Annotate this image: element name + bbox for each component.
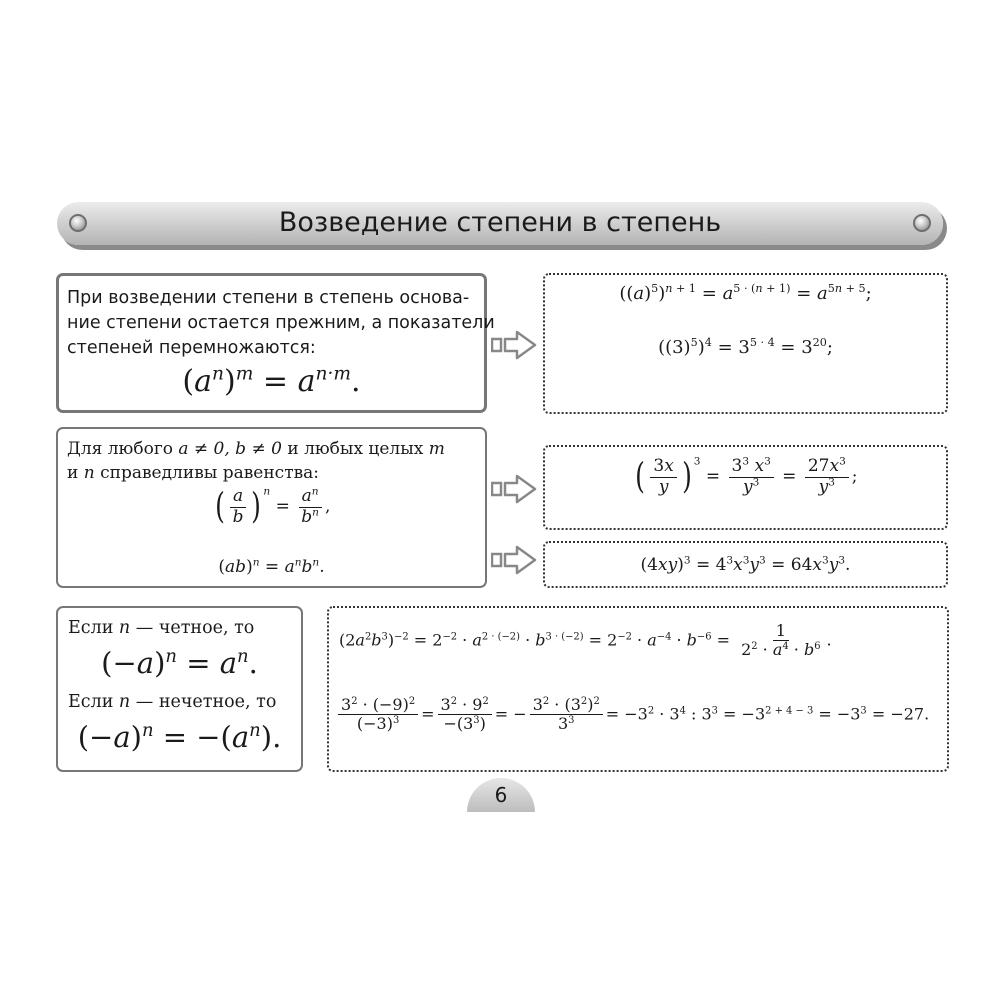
negative-exponent-examples-box <box>327 606 949 772</box>
rivet-right-icon <box>913 214 931 232</box>
even-rule-text: Если n — четное, то <box>68 618 255 638</box>
numeric-power-formula: $\frac{3^2 \cdot (-9)^2}{(-3)^3}$ = $\frac{3^2 \cdot 9^2}{-(3^3)}$ = − $\frac{3^2 \cdot (3^2)^2}{3^3}$ = $-3^2 \cdot 3^4$ : $3^3 = -3^{2 + 4 - 3} = -3^3 = -27$. <box>335 696 929 734</box>
condition-text: Для любого <box>67 439 179 459</box>
product-power-formula: $(ab)^n = a^nb^n$. <box>218 556 325 577</box>
arrow-right-icon <box>491 330 537 360</box>
example-formula-1: $((a)^5)^{n + 1} = a^{5 \cdot (n + 1)} = a^{5n + 5}$; <box>619 282 872 304</box>
page-title: Возведение степени в степень <box>278 207 722 238</box>
rule-line-2: ние степени остается прежним, а показатели <box>67 313 495 333</box>
quotient-example-formula: ( $\frac{3x}{y}$ ) $^3$ = $\frac{3^3 x^3}{y^3}$ = $\frac{27x^3}{y^3}$ ; <box>635 455 858 498</box>
product-example-formula: $(4xy)^3 = 4^3x^3y^3 = 64x^3y^3$. <box>640 554 851 575</box>
rule-box <box>56 273 495 413</box>
condition-text: справедливы равенства: <box>94 463 320 483</box>
parity-box <box>56 606 303 772</box>
page-number: 6 <box>494 783 508 807</box>
condition-line-1: Для любого a ≠ 0, b ≠ 0 и любых целых m <box>67 439 445 459</box>
quotient-power-formula: ( $\frac{a}{b}$ ) $^n$ = $\frac{a^n}{b^n}$ , <box>214 485 331 528</box>
arrow-right-icon <box>491 545 537 575</box>
odd-power-formula: $(-a)^n = -(a^n)$. <box>77 719 282 754</box>
even-power-formula: $(-a)^n = a^n$. <box>101 645 258 680</box>
rule-line-3: степеней перемножаются: <box>67 338 316 358</box>
title-banner <box>57 202 943 245</box>
condition-text: и <box>67 463 84 483</box>
odd-rule-text: Если n — нечетное, то <box>68 692 277 712</box>
condition-inequality: a ≠ 0, b ≠ 0 <box>178 439 282 459</box>
negative-exponent-formula: $(2a^2b^3)^{-2} = 2^{-2} \cdot a^{2 \cdot (-2)} \cdot b^{3 \cdot (-2)} = 2^{-2} \cdot a^{-4} \cdot b^{-6}$ = $\frac{1}{2^2 \cdot a^4 \cdot b^6}$ . <box>339 621 832 660</box>
example-formula-2: $((3)^5)^4 = 3^{5 \cdot 4} = 3^{20}$; <box>658 336 833 358</box>
arrow-right-icon <box>491 474 537 504</box>
condition-box <box>56 427 487 588</box>
page-number-tab <box>467 778 535 812</box>
quotient-example-box <box>543 445 948 530</box>
condition-text: и любых целых <box>281 439 429 459</box>
power-examples-box <box>543 273 948 414</box>
product-example-box <box>543 541 948 588</box>
rule-line-1: При возведении степени в степень основа- <box>67 288 470 308</box>
condition-line-2: и n справедливы равенства: <box>67 463 320 483</box>
rule-formula: $(a^n)^m = a^{n\cdot m}$. <box>182 363 361 399</box>
